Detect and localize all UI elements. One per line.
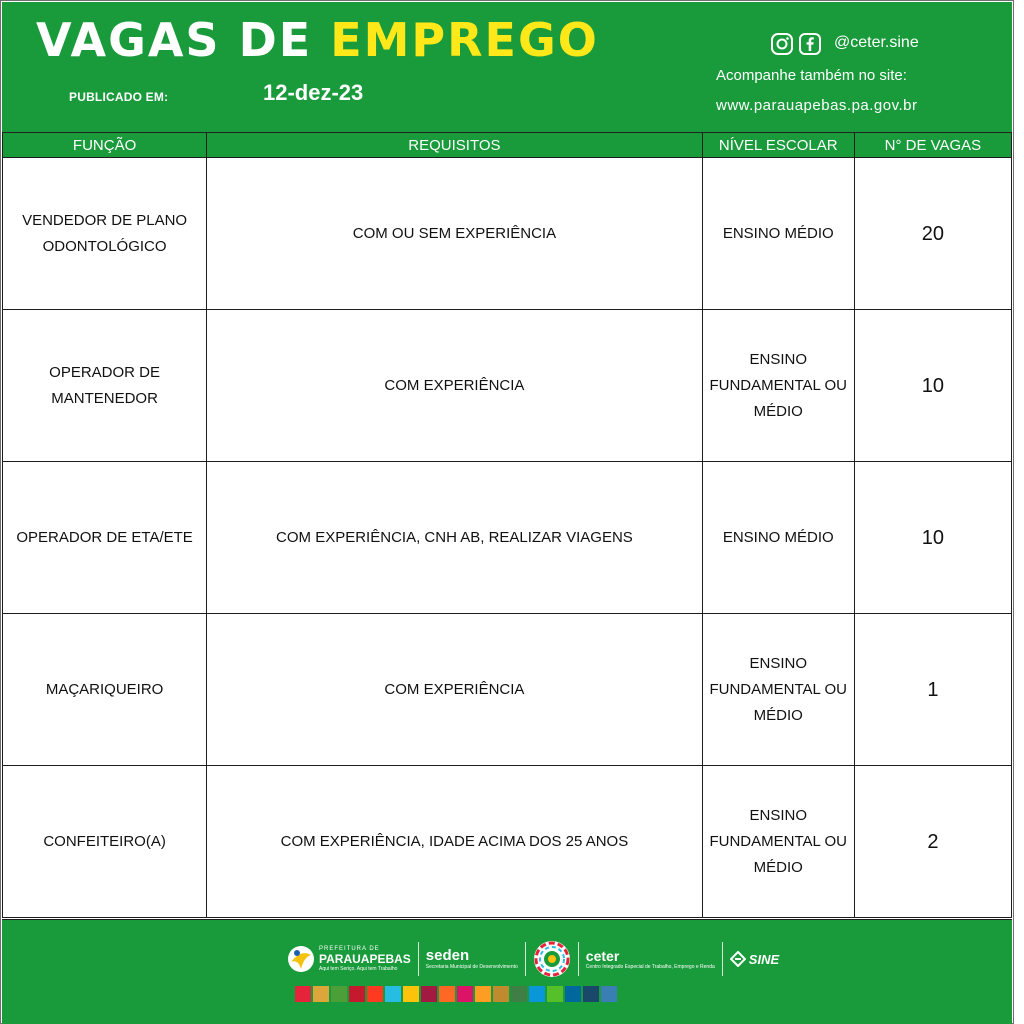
cell-vagas: 1 [854,614,1011,766]
ods-goal-2-icon [313,986,329,1002]
table-row [3,614,1012,766]
cell-nivel: ENSINO FUNDAMENTAL OU MÉDIO [702,766,854,918]
page-title [36,12,599,68]
cell-requisitos: COM EXPERIÊNCIA [207,614,702,766]
cell-vagas: 2 [854,766,1011,918]
ods-goal-1-icon [295,986,311,1002]
header-banner [2,2,1012,134]
footer-banner [2,919,1012,1024]
ods-goal-14-icon [529,986,545,1002]
ods-goal-12-icon [493,986,509,1002]
seden-subtitle: Secretaria Municipal de Desenvolvimento [425,964,518,970]
prefeitura-tagline: Aqui tem Seriço. Aqui tem Trabalho [319,966,398,972]
cell-requisitos: COM EXPERIÊNCIA, IDADE ACIMA DOS 25 ANOS [207,766,702,918]
prefeitura-emblem-icon [287,945,315,973]
ods-goal-9-icon [439,986,455,1002]
follow-text: Acompanhe também no site: [716,67,907,84]
prefeitura-top-text: PREFEITURA DE [319,946,380,952]
ods-goal-6-icon [385,986,401,1002]
ods-goal-7-icon [403,986,419,1002]
table-row [3,462,1012,614]
cell-funcao: OPERADOR DE ETA/ETE [3,462,207,614]
ods-goal-18-icon [601,986,617,1002]
ods-goal-icons [295,986,617,1002]
ods-goal-13-icon [511,986,527,1002]
desenvolve-seal-icon [533,940,571,978]
column-header-nivel: NÍVEL ESCOLAR [702,133,854,158]
logo-divider [578,942,579,976]
sine-name: SINE [748,951,780,967]
title-part-white: VAGAS DE [36,13,313,67]
sine-logo [730,951,779,967]
ods-goal-16-icon [565,986,581,1002]
ceter-name: ceter [585,947,620,964]
site-url[interactable]: www.parauapebas.pa.gov.br [716,97,918,114]
ods-goal-11-icon [475,986,491,1002]
cell-requisitos: COM EXPERIÊNCIA, CNH AB, REALIZAR VIAGENS [207,462,702,614]
table-row [3,310,1012,462]
cell-funcao: MAÇARIQUEIRO [3,614,207,766]
ceter-logo [586,949,715,970]
cell-funcao: OPERADOR DE MANTENEDOR [3,310,207,462]
cell-vagas: 10 [854,462,1011,614]
social-icons [770,32,822,56]
instagram-icon[interactable] [770,32,794,56]
published-label: PUBLICADO EM: [69,90,169,104]
partner-logos [287,940,779,978]
social-handle: @ceter.sine [834,34,919,51]
title-part-yellow: EMPREGO [330,13,599,67]
ods-goal-10-icon [457,986,473,1002]
logo-divider [722,942,723,976]
cell-nivel: ENSINO MÉDIO [702,158,854,310]
ods-goal-3-icon [331,986,347,1002]
column-header-vagas: N° DE VAGAS [854,133,1011,158]
cell-nivel: ENSINO MÉDIO [702,462,854,614]
ods-goal-4-icon [349,986,365,1002]
seden-logo [426,948,518,970]
table-header-row [3,133,1012,158]
seden-name: seden [425,947,470,964]
logo-divider [525,942,526,976]
cell-nivel: ENSINO FUNDAMENTAL OU MÉDIO [702,614,854,766]
cell-requisitos: COM EXPERIÊNCIA [207,310,702,462]
ods-goal-5-icon [367,986,383,1002]
cell-vagas: 10 [854,310,1011,462]
prefeitura-name: PARAUAPEBAS [319,952,411,966]
column-header-requisitos: REQUISITOS [207,133,702,158]
ceter-subtitle: Centro Integrado Especial de Trabalho, Emprego e Renda [585,963,715,970]
published-date: 12-dez-23 [263,80,364,105]
table-row [3,158,1012,310]
cell-vagas: 20 [854,158,1011,310]
cell-funcao: VENDEDOR DE PLANO ODONTOLÓGICO [3,158,207,310]
ods-goal-15-icon [547,986,563,1002]
cell-nivel: ENSINO FUNDAMENTAL OU MÉDIO [702,310,854,462]
cell-requisitos: COM OU SEM EXPERIÊNCIA [207,158,702,310]
sine-emblem-icon [730,951,746,967]
column-header-funcao: FUNÇÃO [3,133,207,158]
jobs-table [2,133,1012,918]
ods-goal-17-icon [583,986,599,1002]
prefeitura-logo [287,945,411,973]
cell-funcao: CONFEITEIRO(A) [3,766,207,918]
ods-goal-8-icon [421,986,437,1002]
logo-divider [418,942,419,976]
facebook-icon[interactable] [798,32,822,56]
table-row [3,766,1012,918]
